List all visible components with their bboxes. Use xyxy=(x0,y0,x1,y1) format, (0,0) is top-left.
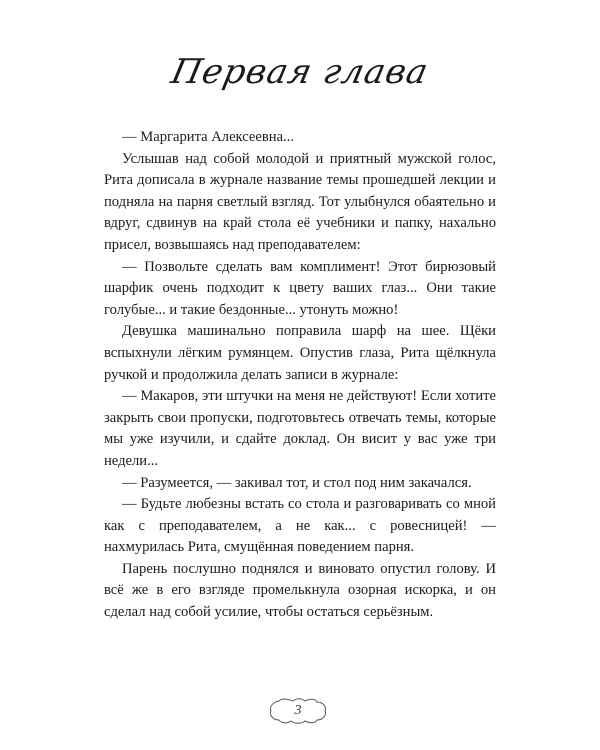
paragraph: — Маргарита Алексеевна... xyxy=(122,129,295,145)
paragraph: — Макаров, эти штучки на меня не действуют! Если хотите закрыть свои пропуски, подготовьтесь отвечать темы, которые мы уже изучили, и сдайте доклад. Он висит у вас уже три недели... xyxy=(104,388,496,469)
body-text xyxy=(104,127,496,624)
paragraph: Девушка машинально поправила шарф на шее. Щёки вспыхнули лёгким румянцем. Опустив глаза, Рита щёлкнула ручкой и продолжила делать записи в журнале: xyxy=(104,323,496,383)
paragraph: — Разумеется, — закивал тот, и стол под ним закачался. xyxy=(122,474,472,491)
paragraph: — Позвольте сделать вам комплимент! Этот бирюзовый шарфик очень подходит к цвету ваших глаз... Они такие голубые... и такие бездонные... утонуть можно! xyxy=(104,258,496,318)
chapter-title: Первая глава xyxy=(167,52,433,92)
paragraph: — Будьте любезны встать со стола и разговаривать со мной как с преподавателем, а не как... с ровесницей! — нахмурилась Рита, смущённая поведением парня. xyxy=(104,496,496,556)
paragraph: Парень послушно поднялся и виновато опустил голову. И всё же в его взгляде промелькнула озорная искорка, и он сделал над собой усилие, чтобы остаться серьёзным. xyxy=(104,560,496,621)
paragraph: Услышав над собой молодой и приятный мужской голос, Рита дописала в журнале название темы прошедшей лекции и подняла на парня светлый взгляд. Тот улыбнулся обаятельно и вдруг, сдвинув на край стола её учебники и папку, нахально присел, возвышаясь над преподавателем: xyxy=(104,150,496,253)
page-number: 3 xyxy=(294,703,302,718)
